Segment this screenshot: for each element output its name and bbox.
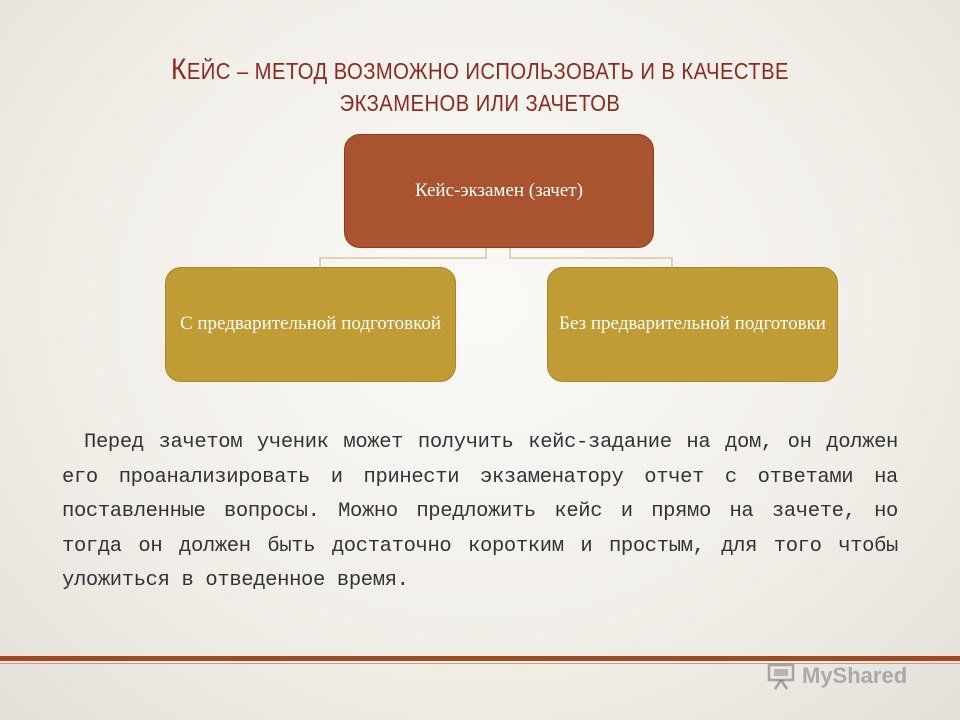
- watermark: [766, 656, 907, 696]
- projector-icon: [766, 661, 796, 691]
- body-paragraph: Перед зачетом ученик может получить кейс-задание на дом, он должен его проанализировать и принести экзаменатору отчет с ответами на поставленные вопросы. Можно предложить кейс и прямо на зачете, но тогда он должен быть достаточно коротким и простым, для того чтобы уложиться в отведенное время.: [62, 431, 898, 592]
- left-node-label: С предварительной подготовкой: [179, 313, 442, 335]
- diagram-left-node: [165, 267, 456, 382]
- title-line1-text: ЕЙС – МЕТОД ВОЗМОЖНО ИСПОЛЬЗОВАТЬ И В КАЧЕСТВЕ: [186, 58, 789, 84]
- diagram-right-node: [547, 267, 838, 382]
- right-node-label: Без предварительной подготовки: [559, 313, 826, 335]
- connector-left: [320, 248, 486, 267]
- diagram-root-node: [344, 134, 654, 248]
- watermark-text: MyShared: [802, 663, 908, 688]
- title-capital-letter: К: [171, 53, 187, 86]
- root-node-label: Кейс-экзамен (зачет): [415, 179, 583, 201]
- connector-right: [510, 248, 672, 267]
- slide-title-line2: ЭКЗАМЕНОВ ИЛИ ЗАЧЕТОВ: [339, 90, 621, 116]
